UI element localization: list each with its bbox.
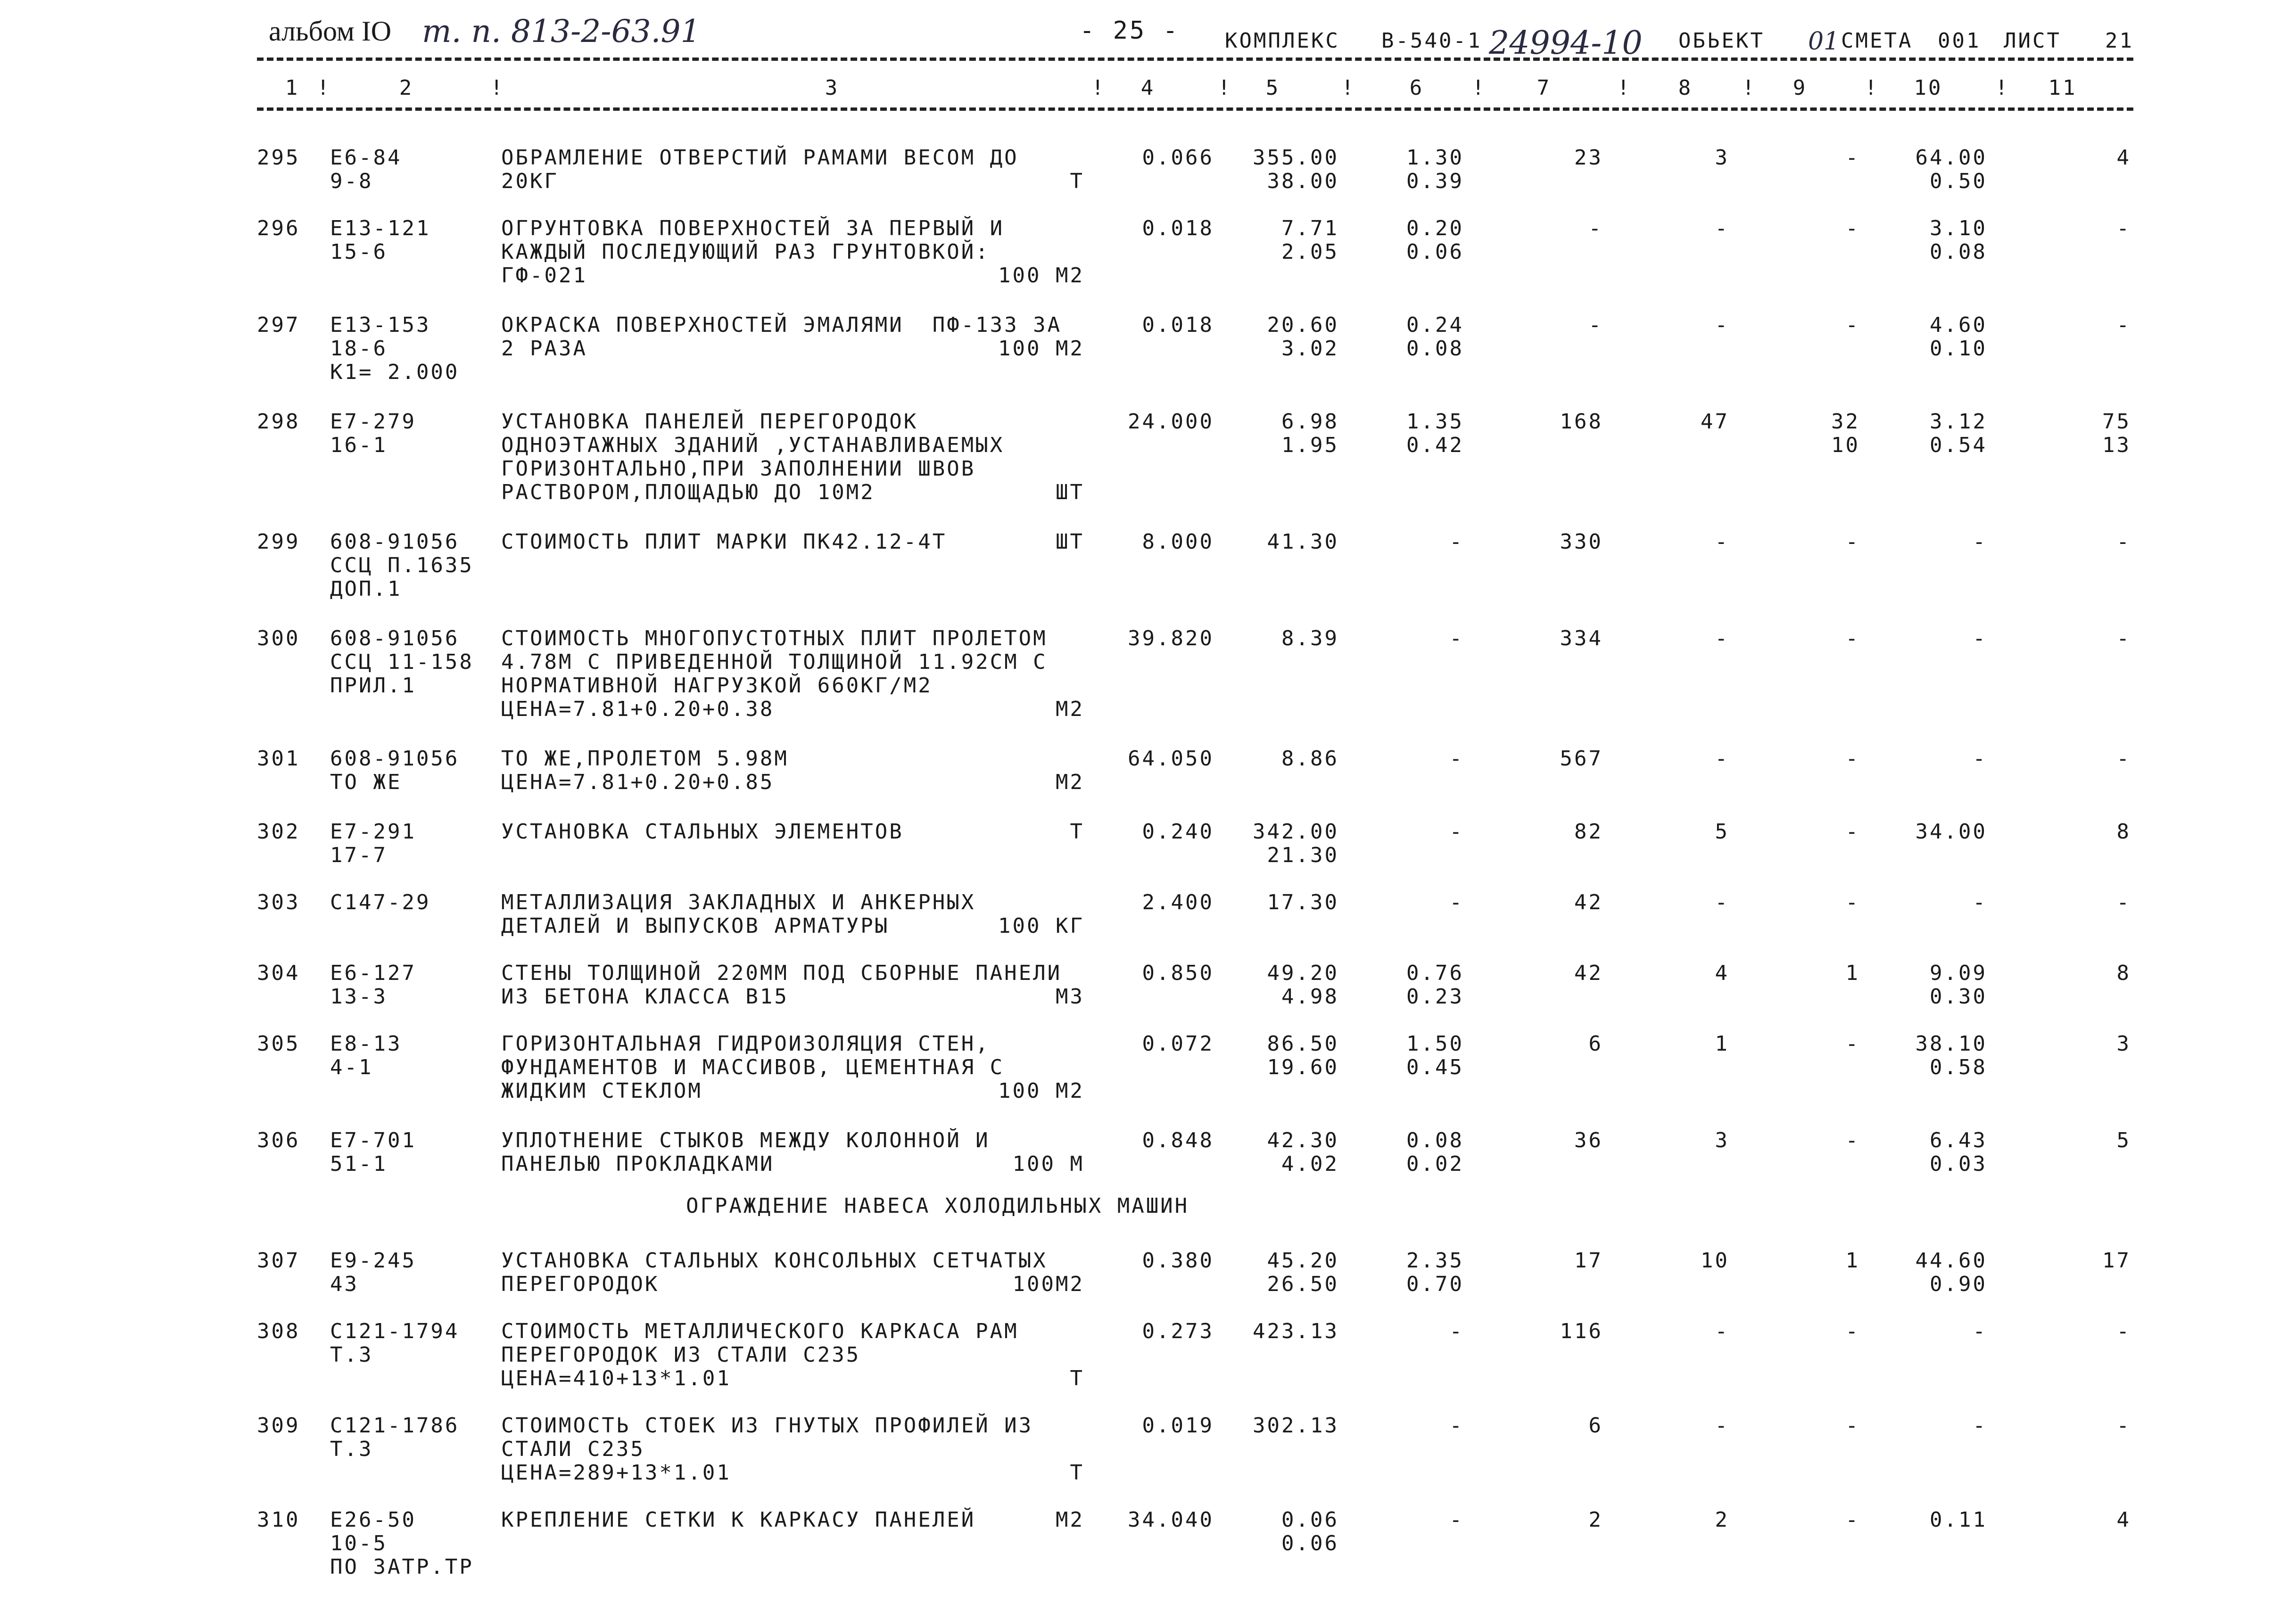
col9-value: - [1845,1508,1860,1532]
row-number: 297 [257,313,300,337]
rate-code: 608-91056 [330,530,460,554]
row-number: 305 [257,1032,300,1056]
sheet-number: 21 [2105,29,2134,53]
rate-code: С121-1786 [330,1414,460,1438]
rate-code: Е6-127 [330,961,416,985]
col10-value: 9.09 [1930,961,1987,985]
unit: М2 [1056,1508,1084,1532]
work-description: СТОИМОСТЬ МНОГОПУСТОТНЫХ ПЛИТ ПРОЛЕТОМ [501,626,1048,650]
page-number: - 25 - [1080,16,1180,45]
col10-value: - [1973,530,1987,554]
unit: М2 [1056,697,1084,721]
rate-code: 10-5 [330,1531,388,1555]
col10-value: 4.60 [1930,313,1987,337]
col10-value: - [1973,626,1987,650]
row-number: 299 [257,530,300,554]
col4-quantity: 0.019 [1142,1414,1214,1438]
column-separator: ! [317,76,331,100]
header-rule-bottom [257,107,2133,111]
col10-value: 0.08 [1930,240,1987,264]
column-separator: ! [1472,76,1487,100]
col5-value: 4.02 [1281,1152,1339,1176]
work-description: СТАЛИ С235 [501,1437,645,1461]
row-number: 295 [257,146,300,170]
col6-value: 1.50 [1406,1032,1464,1056]
col6-value: - [1449,747,1464,771]
col5-value: 4.98 [1281,985,1339,1009]
col9-value: - [1845,313,1860,337]
col10-value: 0.54 [1930,433,1987,457]
unit: Т [1070,169,1084,193]
col6-value: 0.23 [1406,985,1464,1009]
col11-value: 4 [2116,1508,2131,1532]
col7-value: - [1588,313,1603,337]
col8-value: 3 [1715,146,1729,170]
col6-value: 0.39 [1406,169,1464,193]
work-description: КАЖДЫЙ ПОСЛЕДУЮЩИЙ РАЗ ГРУНТОВКОЙ: [501,240,990,264]
work-description: ГОРИЗОНТАЛЬНО,ПРИ ЗАПОЛНЕНИИ ШВОВ [501,457,976,481]
col7-value: 42 [1574,890,1603,914]
unit: ШТ [1056,530,1084,554]
col10-value: 0.30 [1930,985,1987,1009]
col9-value: 10 [1831,433,1860,457]
col10-value: 6.43 [1930,1128,1987,1152]
col8-value: 10 [1701,1249,1729,1273]
col11-value: 3 [2116,1032,2131,1056]
col10-value: 34.00 [1915,820,1987,844]
col5-value: 42.30 [1267,1128,1339,1152]
col9-value: - [1845,1032,1860,1056]
complex-code: В-540-1 [1381,29,1482,53]
work-description: 2 РАЗА [501,337,587,361]
col7-value: 334 [1560,626,1603,650]
col5-value: 0.06 [1281,1508,1339,1532]
rate-code: 13-3 [330,985,388,1009]
col9-value: 32 [1831,410,1860,434]
col6-value: - [1449,890,1464,914]
col4-quantity: 0.066 [1142,146,1214,170]
col10-value: 0.03 [1930,1152,1987,1176]
work-description: ОДНОЭТАЖНЫХ ЗДАНИЙ ,УСТАНАВЛИВАЕМЫХ [501,433,1005,457]
col6-value: 1.30 [1406,146,1464,170]
column-header-5: 5 [1265,76,1280,100]
work-description: НОРМАТИВНОЙ НАГРУЗКОЙ 660КГ/М2 [501,674,933,698]
row-number: 300 [257,626,300,650]
col6-value: 0.06 [1406,240,1464,264]
column-header-7: 7 [1536,76,1552,100]
col5-value: 8.86 [1281,747,1339,771]
col6-value: - [1449,1319,1464,1343]
work-description: ЦЕНА=7.81+0.20+0.38 [501,697,775,721]
col5-value: 20.60 [1267,313,1339,337]
work-description: СТОИМОСТЬ МЕТАЛЛИЧЕСКОГО КАРКАСА РАМ [501,1319,1019,1343]
col6-value: - [1449,530,1464,554]
col4-quantity: 0.380 [1142,1249,1214,1273]
unit: 100 М2 [998,1079,1084,1103]
row-number: 310 [257,1508,300,1532]
col6-value: 0.02 [1406,1152,1464,1176]
unit: ШТ [1056,480,1084,504]
col8-value: - [1715,216,1729,240]
unit: Т [1070,820,1084,844]
rate-code: Е9-245 [330,1249,416,1273]
col4-quantity: 0.848 [1142,1128,1214,1152]
col9-value: - [1845,530,1860,554]
row-number: 298 [257,410,300,434]
row-number: 301 [257,747,300,771]
rate-code: ТО ЖЕ [330,770,402,794]
col6-value: 2.35 [1406,1249,1464,1273]
col11-value: - [2116,890,2131,914]
col11-value: 4 [2116,146,2131,170]
col4-quantity: 34.040 [1128,1508,1214,1532]
row-number: 307 [257,1249,300,1273]
col5-value: 86.50 [1267,1032,1339,1056]
column-separator: ! [1617,76,1632,100]
work-description: ТО ЖЕ,ПРОЛЕТОМ 5.98М [501,747,789,771]
col5-value: 355.00 [1253,146,1339,170]
col5-value: 3.02 [1281,337,1339,361]
col6-value: 1.35 [1406,410,1464,434]
rate-code: С121-1794 [330,1319,460,1343]
rate-code: 9-8 [330,169,373,193]
col5-value: 19.60 [1267,1055,1339,1079]
work-description: МЕТАЛЛИЗАЦИЯ ЗАКЛАДНЫХ И АНКЕРНЫХ [501,890,976,914]
col8-value: - [1715,1319,1729,1343]
work-description: ОКРАСКА ПОВЕРХНОСТЕЙ ЭМАЛЯМИ ПФ-133 ЗА [501,313,1062,337]
col8-value: 2 [1715,1508,1729,1532]
col8-value: - [1715,626,1729,650]
column-separator: ! [1865,76,1879,100]
col6-value: - [1449,820,1464,844]
col9-value: - [1845,626,1860,650]
col6-value: 0.24 [1406,313,1464,337]
col7-value: 2 [1588,1508,1603,1532]
work-description: ПЕРЕГОРОДОК ИЗ СТАЛИ С235 [501,1343,861,1367]
work-description: УСТАНОВКА ПАНЕЛЕЙ ПЕРЕГОРОДОК [501,410,918,434]
work-description: СТОИМОСТЬ ПЛИТ МАРКИ ПК42.12-4Т [501,530,947,554]
col5-value: 302.13 [1253,1414,1339,1438]
work-description: ОБРАМЛЕНИЕ ОТВЕРСТИЙ РАМАМИ ВЕСОМ ДО [501,146,1019,170]
unit: 100 КГ [998,914,1084,938]
work-description: ЖИДКИМ СТЕКЛОМ [501,1079,702,1103]
rate-code: 43 [330,1272,359,1296]
rate-code: Е7-279 [330,410,416,434]
col9-value: - [1845,146,1860,170]
col5-value: 0.06 [1281,1531,1339,1555]
rate-code: 608-91056 [330,626,460,650]
rate-code: 18-6 [330,337,388,361]
col6-value: - [1449,1414,1464,1438]
col4-quantity: 64.050 [1128,747,1214,771]
col8-value: 3 [1715,1128,1729,1152]
col4-quantity: 0.018 [1142,313,1214,337]
col5-value: 342.00 [1253,820,1339,844]
album-label: альбом IO [269,16,392,47]
col7-value: 17 [1574,1249,1603,1273]
col8-value: 4 [1715,961,1729,985]
col6-value: - [1449,1508,1464,1532]
rate-code: ПРИЛ.1 [330,674,416,698]
col4-quantity: 0.018 [1142,216,1214,240]
section-heading: ОГРАЖДЕНИЕ НАВЕСА ХОЛОДИЛЬНЫХ МАШИН [686,1194,1189,1218]
column-separator: ! [1341,76,1356,100]
col5-value: 7.71 [1281,216,1339,240]
col5-value: 45.20 [1267,1249,1339,1273]
col7-value: 6 [1588,1032,1603,1056]
work-description: ДЕТАЛЕЙ И ВЫПУСКОВ АРМАТУРЫ [501,914,890,938]
column-header-4: 4 [1140,76,1156,100]
col11-value: - [2116,313,2131,337]
rate-code: Е13-153 [330,313,431,337]
row-number: 309 [257,1414,300,1438]
rate-code: 15-6 [330,240,388,264]
col8-value: - [1715,890,1729,914]
col8-value: 47 [1701,410,1729,434]
work-description: ИЗ БЕТОНА КЛАССА В15 [501,985,789,1009]
col10-value: 0.11 [1930,1508,1987,1532]
col8-value: - [1715,313,1729,337]
col10-value: 44.60 [1915,1249,1987,1273]
column-header-3: 3 [825,76,840,100]
col11-value: 13 [2102,433,2131,457]
rate-code: Т.3 [330,1343,373,1367]
rate-code: Е6-84 [330,146,402,170]
unit: Т [1070,1461,1084,1485]
col10-value: 0.58 [1930,1055,1987,1079]
col11-value: 5 [2116,1128,2131,1152]
column-header-1: 1 [285,76,300,100]
col11-value: 75 [2102,410,2131,434]
col6-value: 0.08 [1406,1128,1464,1152]
col5-value: 423.13 [1253,1319,1339,1343]
row-number: 304 [257,961,300,985]
col5-value: 38.00 [1267,169,1339,193]
estimate-number: 001 [1938,29,1981,53]
unit: М2 [1056,770,1084,794]
row-number: 308 [257,1319,300,1343]
column-separator: ! [1995,76,2010,100]
rate-code: ДОП.1 [330,577,402,601]
rate-code: Т.3 [330,1437,373,1461]
col6-value: 0.20 [1406,216,1464,240]
row-number: 306 [257,1128,300,1152]
col4-quantity: 0.273 [1142,1319,1214,1343]
col8-value: - [1715,747,1729,771]
row-number: 296 [257,216,300,240]
column-header-10: 10 [1914,76,1943,100]
col6-value: 0.45 [1406,1055,1464,1079]
rate-code: Е13-121 [330,216,431,240]
col7-value: 6 [1588,1414,1603,1438]
column-header-11: 11 [2048,76,2077,100]
col5-value: 1.95 [1281,433,1339,457]
column-header-8: 8 [1678,76,1693,100]
work-description: ГФ-021 [501,263,587,288]
col7-value: 36 [1574,1128,1603,1152]
col5-value: 8.39 [1281,626,1339,650]
col9-value: - [1845,216,1860,240]
rate-code: С147-29 [330,890,431,914]
col5-value: 21.30 [1267,843,1339,867]
col7-value: 23 [1574,146,1603,170]
col4-quantity: 0.072 [1142,1032,1214,1056]
col4-quantity: 0.240 [1142,820,1214,844]
work-description: ОГРУНТОВКА ПОВЕРХНОСТЕЙ ЗА ПЕРВЫЙ И [501,216,1005,240]
work-description: УСТАНОВКА СТАЛЬНЫХ ЭЛЕМЕНТОВ [501,820,904,844]
work-description: ГОРИЗОНТАЛЬНАЯ ГИДРОИЗОЛЯЦИЯ СТЕН, [501,1032,990,1056]
row-number: 302 [257,820,300,844]
project-ref-handwritten: т. п. 813-2-63.91 [422,13,701,49]
col6-value: - [1449,626,1464,650]
col10-value: 0.50 [1930,169,1987,193]
col9-value: - [1845,1319,1860,1343]
rate-code: Е8-13 [330,1032,402,1056]
col7-value: 168 [1560,410,1603,434]
col6-value: 0.76 [1406,961,1464,985]
col10-value: 0.10 [1930,337,1987,361]
col9-value: 1 [1845,961,1860,985]
rate-code: Е7-701 [330,1128,416,1152]
col7-value: - [1588,216,1603,240]
col7-value: 116 [1560,1319,1603,1343]
unit: 100 М2 [998,337,1084,361]
rate-code: 17-7 [330,843,388,867]
column-header-6: 6 [1409,76,1424,100]
unit: 100 М2 [998,263,1084,288]
unit: М3 [1056,985,1084,1009]
col4-quantity: 8.000 [1142,530,1214,554]
work-description: ФУНДАМЕНТОВ И МАССИВОВ, ЦЕМЕНТНАЯ С [501,1055,1005,1079]
col10-value: 64.00 [1915,146,1987,170]
rate-code: 16-1 [330,433,388,457]
col7-value: 330 [1560,530,1603,554]
complex-label: КОМПЛЕКС [1225,29,1340,53]
estimate-label: СМЕТА [1841,29,1913,53]
rate-code: Е26-50 [330,1508,416,1532]
column-separator: ! [490,76,505,100]
row-number: 303 [257,890,300,914]
col10-value: 3.10 [1930,216,1987,240]
col7-value: 82 [1574,820,1603,844]
col10-value: - [1973,747,1987,771]
col11-value: 17 [2102,1249,2131,1273]
col9-value: - [1845,1128,1860,1152]
work-description: 20КГ [501,169,559,193]
work-description: 4.78М С ПРИВЕДЕННОЙ ТОЛЩИНОЙ 11.92СМ С [501,650,1048,674]
work-description: ЦЕНА=289+13*1.01 [501,1461,731,1485]
col9-value: - [1845,747,1860,771]
work-description: УСТАНОВКА СТАЛЬНЫХ КОНСОЛЬНЫХ СЕТЧАТЫХ [501,1249,1048,1273]
col10-value: 0.90 [1930,1272,1987,1296]
work-description: ПЕРЕГОРОДОК [501,1272,660,1296]
col11-value: - [2116,1414,2131,1438]
unit: Т [1070,1366,1084,1390]
work-description: РАСТВОРОМ,ПЛОЩАДЬЮ ДО 10М2 [501,480,875,504]
col8-value: - [1715,1414,1729,1438]
col8-value: 1 [1715,1032,1729,1056]
rate-code: ССЦ 11-158 [330,650,474,674]
rate-code: 51-1 [330,1152,388,1176]
object-number: 01 [1808,27,1840,56]
rate-code: 608-91056 [330,747,460,771]
col11-value: - [2116,216,2131,240]
rate-code: К1= 2.000 [330,360,460,384]
col5-value: 17.30 [1267,890,1339,914]
col9-value: - [1845,890,1860,914]
col4-quantity: 0.850 [1142,961,1214,985]
object-label: ОБЬЕКТ [1678,29,1765,53]
rate-code: Е7-291 [330,820,416,844]
work-description: КРЕПЛЕНИЕ СЕТКИ К КАРКАСУ ПАНЕЛЕЙ [501,1508,976,1532]
work-description: СТЕНЫ ТОЛЩИНОЙ 220ММ ПОД СБОРНЫЕ ПАНЕЛИ [501,961,1062,985]
work-description: УПЛОТНЕНИЕ СТЫКОВ МЕЖДУ КОЛОННОЙ И [501,1128,990,1152]
header-rule-top [257,58,2133,61]
column-separator: ! [1091,76,1106,100]
col8-value: - [1715,530,1729,554]
col7-value: 42 [1574,961,1603,985]
col11-value: - [2116,530,2131,554]
unit: 100 М [1012,1152,1084,1176]
col6-value: 0.70 [1406,1272,1464,1296]
column-separator: ! [1742,76,1757,100]
work-description: ЦЕНА=410+13*1.01 [501,1366,731,1390]
work-description: ЦЕНА=7.81+0.20+0.85 [501,770,775,794]
col10-value: - [1973,890,1987,914]
complex-code-handwritten: 24994-10 [1489,25,1643,62]
unit: 100М2 [1012,1272,1084,1296]
col8-value: 5 [1715,820,1729,844]
col10-value: - [1973,1319,1987,1343]
col10-value: 3.12 [1930,410,1987,434]
col5-value: 41.30 [1267,530,1339,554]
col11-value: 8 [2116,820,2131,844]
col4-quantity: 39.820 [1128,626,1214,650]
col6-value: 0.08 [1406,337,1464,361]
rate-code: 4-1 [330,1055,373,1079]
col11-value: - [2116,747,2131,771]
col7-value: 567 [1560,747,1603,771]
col9-value: 1 [1845,1249,1860,1273]
col5-value: 26.50 [1267,1272,1339,1296]
work-description: ПАНЕЛЬЮ ПРОКЛАДКАМИ [501,1152,775,1176]
col11-value: - [2116,626,2131,650]
col4-quantity: 24.000 [1128,410,1214,434]
col9-value: - [1845,1414,1860,1438]
sheet-label: ЛИСТ [2004,29,2061,53]
col9-value: - [1845,820,1860,844]
col10-value: 38.10 [1915,1032,1987,1056]
col11-value: - [2116,1319,2131,1343]
col5-value: 49.20 [1267,961,1339,985]
rate-code: ССЦ П.1635 [330,553,474,577]
col5-value: 2.05 [1281,240,1339,264]
rate-code: ПО ЗАТР.ТР [330,1555,474,1579]
work-description: СТОИМОСТЬ СТОЕК ИЗ ГНУТЫХ ПРОФИЛЕЙ ИЗ [501,1414,1033,1438]
column-separator: ! [1218,76,1232,100]
col4-quantity: 2.400 [1142,890,1214,914]
column-header-2: 2 [399,76,414,100]
col6-value: 0.42 [1406,433,1464,457]
column-header-9: 9 [1792,76,1808,100]
col10-value: - [1973,1414,1987,1438]
col5-value: 6.98 [1281,410,1339,434]
col11-value: 8 [2116,961,2131,985]
